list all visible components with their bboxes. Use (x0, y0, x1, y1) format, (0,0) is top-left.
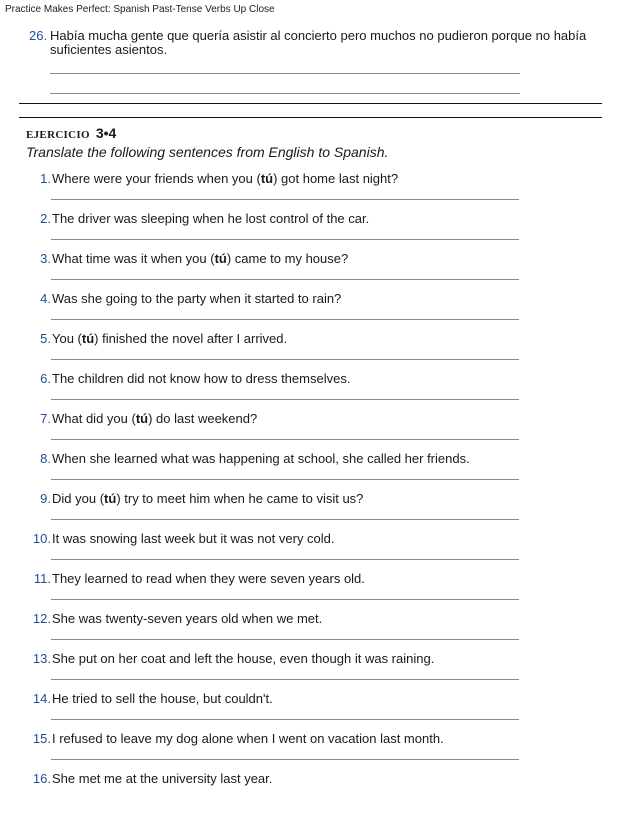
answer-line[interactable] (51, 479, 519, 480)
exercise-item (0, 411, 638, 429)
exercise-word: EJERCICIO (26, 129, 90, 141)
item-text (52, 251, 348, 266)
exercise-label (26, 125, 116, 143)
item-bold-pronoun: tú (81, 331, 95, 346)
answer-line[interactable] (50, 93, 520, 94)
item-text-part: She put on her coat and left the house, even though it was raining. (52, 651, 435, 666)
item-text (52, 411, 257, 426)
item-text-part: Where were your friends when you ( (52, 171, 261, 186)
item-number: 4. (40, 291, 51, 306)
answer-line[interactable] (51, 679, 519, 680)
item-text (52, 451, 470, 466)
item-number: 9. (40, 491, 51, 506)
item-number: 13. (32, 651, 51, 666)
section-divider (19, 117, 602, 118)
item-text-part: You ( (52, 331, 82, 346)
item-text (52, 211, 369, 226)
exercise-item (0, 251, 638, 269)
item-number: 15. (32, 731, 51, 746)
page-header: Practice Makes Perfect: Spanish Past-Tense Verbs Up Close (5, 4, 275, 15)
item-text-part: It was snowing last week but it was not very cold. (52, 531, 335, 546)
answer-line[interactable] (51, 399, 519, 400)
item-text-part: He tried to sell the house, but couldn't. (52, 691, 273, 706)
answer-line[interactable] (51, 599, 519, 600)
exercise-item (0, 731, 638, 749)
item-text (52, 611, 322, 626)
exercise-code: 3•4 (95, 125, 117, 141)
answer-line[interactable] (50, 73, 520, 74)
exercise-item (0, 291, 638, 309)
item-text-part: She was twenty-seven years old when we met. (52, 611, 323, 626)
answer-line[interactable] (51, 439, 519, 440)
item-bold-pronoun: tú (135, 411, 149, 426)
answer-line[interactable] (51, 759, 519, 760)
item-text (52, 651, 434, 666)
item-text (52, 571, 365, 586)
answer-line[interactable] (51, 639, 519, 640)
item-text (52, 291, 341, 306)
exercise-item (0, 651, 638, 669)
item-number: 12. (32, 611, 51, 626)
item-text-part: They learned to read when they were seven years old. (52, 571, 365, 586)
exercise-item (0, 451, 638, 469)
item-text-part: The children did not know how to dress themselves. (52, 371, 351, 386)
item-number: 8. (40, 451, 51, 466)
item-text (52, 371, 350, 386)
exercise-item (0, 771, 638, 789)
exercise-instructions: Translate the following sentences from English to Spanish. (26, 144, 389, 160)
exercise-item (0, 611, 638, 629)
answer-line[interactable] (51, 559, 519, 560)
item-text-part: ) got home last night? (273, 171, 399, 186)
answer-line[interactable] (51, 719, 519, 720)
exercise-item (0, 571, 638, 589)
exercise-item (0, 371, 638, 389)
item-number: 5. (40, 331, 51, 346)
exercise-item (0, 171, 638, 189)
item-text-part: Was she going to the party when it started to rain? (52, 291, 342, 306)
item-text-part: ) try to meet him when he came to visit us? (116, 491, 364, 506)
item-number: 3. (40, 251, 51, 266)
exercise-item (0, 691, 638, 709)
answer-line[interactable] (51, 359, 519, 360)
item-bold-pronoun: tú (214, 251, 227, 266)
item-text-part: What time was it when you ( (52, 251, 215, 266)
item-text-part: ) do last weekend? (148, 411, 258, 426)
section-divider (19, 103, 602, 104)
item-text (52, 171, 398, 186)
item-number: 11. (33, 571, 51, 586)
exercise-item (0, 211, 638, 229)
item-number: 1. (40, 171, 51, 186)
item-number: 7. (40, 411, 51, 426)
item-text-part: ) finished the novel after I arrived. (94, 331, 288, 346)
item-number: 10. (32, 531, 51, 546)
answer-line[interactable] (51, 199, 519, 200)
item-text (52, 491, 363, 506)
item-number: 6. (40, 371, 51, 386)
item-text-part: What did you ( (52, 411, 136, 426)
previous-exercise-item (29, 28, 610, 57)
item-number: 14. (32, 691, 51, 706)
item-number: 16. (32, 771, 51, 786)
item-text-part: I refused to leave my dog alone when I went on vacation last month. (52, 731, 444, 746)
item-text-part: When she learned what was happening at school, she called her friends. (52, 451, 470, 466)
answer-line[interactable] (51, 279, 519, 280)
answer-line[interactable] (51, 239, 519, 240)
answer-line[interactable] (51, 519, 519, 520)
item-number: 2. (40, 211, 51, 226)
item-bold-pronoun: tú (260, 171, 274, 186)
item-text (52, 531, 335, 546)
item-text (52, 331, 287, 346)
item-text: Había mucha gente que quería asistir al concierto pero muchos no pudieron porque no había suficientes asientos. (50, 28, 587, 57)
item-text-part: ) came to my house? (226, 251, 349, 266)
item-text (52, 771, 272, 786)
item-text (52, 731, 444, 746)
item-text-part: The driver was sleeping when he lost control of the car. (52, 211, 370, 226)
item-text (52, 691, 273, 706)
item-bold-pronoun: tú (104, 491, 117, 506)
item-text-part: She met me at the university last year. (52, 771, 273, 786)
exercise-item (0, 331, 638, 349)
item-text-part: Did you ( (52, 491, 105, 506)
exercise-item (0, 491, 638, 509)
answer-line[interactable] (51, 319, 519, 320)
item-number: 26. (29, 28, 48, 43)
exercise-item (0, 531, 638, 549)
